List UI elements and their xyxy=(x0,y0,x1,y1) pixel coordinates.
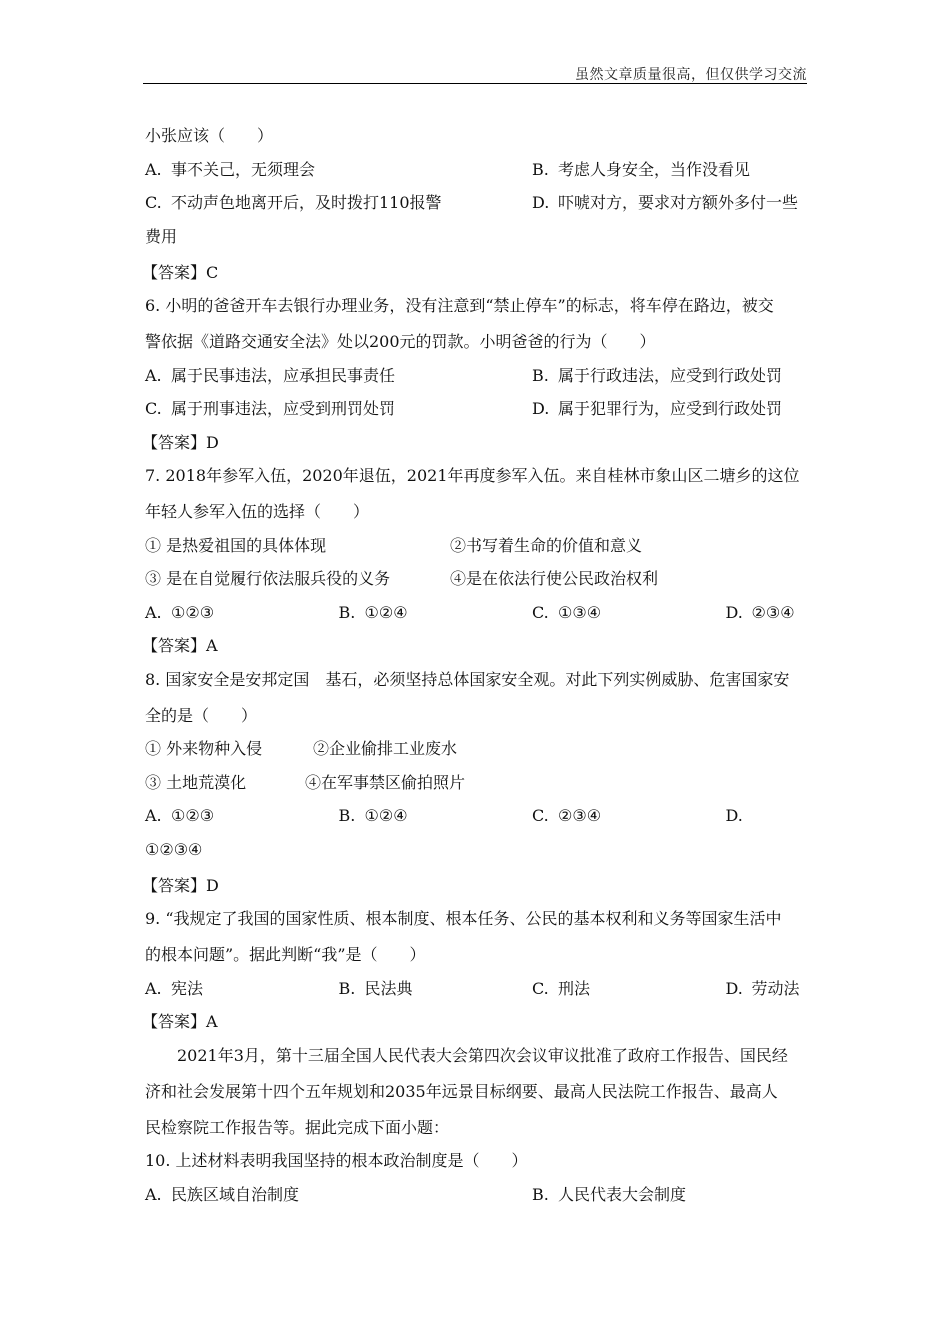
q5-option-d-continuation: 费用 xyxy=(145,226,178,246)
q7-statements-row-2 xyxy=(145,565,807,599)
q6-option-b: B. 属于行政违法，应受到行政处罚 xyxy=(532,365,783,385)
q7-option-c: C. ①③④ xyxy=(532,602,602,622)
q6-option-c: C. 属于刑事违法，应受到刑罚处罚 xyxy=(145,399,396,418)
q8-statement-3: ③ 土地荒漠化 xyxy=(145,772,247,792)
q8-option-d-continuation: ①②③④ xyxy=(145,839,203,859)
q10-option-b: B. 人民代表大会制度 xyxy=(532,1184,687,1204)
q6-option-d: D. 属于犯罪行为，应受到行政处罚 xyxy=(532,399,783,418)
q7-statements-row-1 xyxy=(145,532,807,566)
q8-option-b: B. ①②④ xyxy=(338,806,408,825)
page-header-watermark: 虽然文章质量很高，但仅供学习交流 xyxy=(575,67,807,83)
q8-statement-1: ① 外来物种入侵 xyxy=(145,739,263,758)
q8-stem-line-2: 全的是（ ） xyxy=(145,705,258,725)
q7-option-a: A. ①②③ xyxy=(145,602,215,622)
q5-option-c: C. 不动声色地离开后，及时拨打110报警 xyxy=(145,193,442,212)
q7-statement-2: ②书写着生命的价值和意义 xyxy=(450,535,643,555)
q8-statement-4: ④在军事禁区偷拍照片 xyxy=(305,772,466,792)
q8-option-a: A. ①②③ xyxy=(145,806,215,825)
q10-option-a: A. 民族区域自治制度 xyxy=(145,1184,300,1204)
material-line-3: 民检察院工作报告等。据此完成下面小题： xyxy=(145,1117,450,1137)
q5-stem-tail: 小张应该（ ） xyxy=(145,126,274,145)
q5-options-row-1 xyxy=(145,156,807,190)
q5-option-b: B. 考虑人身安全，当作没看见 xyxy=(532,159,751,179)
q5-option-a: A. 事不关己，无须理会 xyxy=(145,159,316,179)
q5-options-row-2 xyxy=(145,189,807,223)
q9-option-d: D. 劳动法 xyxy=(725,978,800,998)
q8-statements-row-1 xyxy=(145,735,807,769)
q9-stem-line-1: 9. “我规定了我国的国家性质、根本制度、根本任务、公民的基本权利和义务等国家生活中 xyxy=(145,909,782,928)
q7-option-d: D. ②③④ xyxy=(725,602,795,622)
q7-answer: 【答案】A xyxy=(142,636,218,655)
q6-option-a: A. 属于民事违法，应承担民事责任 xyxy=(145,365,396,385)
q8-option-d: D. xyxy=(725,806,743,825)
q8-answer: 【答案】D xyxy=(142,875,219,895)
q9-option-a: A. 宪法 xyxy=(145,978,204,998)
q7-option-b: B. ①②④ xyxy=(338,602,408,622)
q8-stem-line-1: 8. 国家安全是安邦定国 基石，必须坚持总体国家安全观。对此下列实例威胁、危害国家安 xyxy=(145,669,790,689)
q7-statement-3: ③ 是在自觉履行依法服兵役的义务 xyxy=(145,569,391,588)
q6-options-row-1 xyxy=(145,362,807,396)
q9-options-row xyxy=(145,975,807,1009)
q9-option-c: C. 刑法 xyxy=(532,978,591,998)
q9-stem-line-2: 的根本问题”。据此判断“我”是（ ） xyxy=(145,945,426,964)
q6-options-row-2 xyxy=(145,395,807,429)
document-body xyxy=(142,122,807,1214)
q8-option-c: C. ②③④ xyxy=(532,806,602,825)
q5-option-d: D. 吓唬对方，要求对方额外多付一些 xyxy=(532,193,799,212)
q7-stem-line-1: 7. 2018年参军入伍，2020年退伍，2021年再度参军入伍。来自桂林市象山区二塘乡的这位 xyxy=(145,466,800,485)
material-line-1: 2021年3月，第十三届全国人民代表大会第四次会议审议批准了政府工作报告、国民经 xyxy=(177,1045,788,1065)
q7-statement-4: ④是在依法行使公民政治权利 xyxy=(450,569,659,588)
header-divider xyxy=(143,83,807,84)
q8-statements-row-2 xyxy=(145,769,807,803)
q8-options-row xyxy=(145,802,807,836)
q5-answer: 【答案】C xyxy=(142,262,219,282)
q6-stem-line-1: 6. 小明的爸爸开车去银行办理业务，没有注意到“禁止停车”的标志，将车停在路边，被交 xyxy=(145,296,774,315)
q7-stem-line-2: 年轻人参军入伍的选择（ ） xyxy=(145,502,370,521)
q10-options-row-1 xyxy=(145,1181,807,1215)
q6-stem-line-2: 警依据《道路交通安全法》处以200元的罚款。小明爸爸的行为（ ） xyxy=(145,332,656,351)
q9-option-b: B. 民法典 xyxy=(338,978,413,998)
q7-statement-1: ① 是热爱祖国的具体体现 xyxy=(145,535,327,555)
q9-answer: 【答案】A xyxy=(142,1012,218,1031)
q7-options-row xyxy=(145,599,807,633)
q6-answer: 【答案】D xyxy=(142,432,219,452)
material-line-2: 济和社会发展第十四个五年规划和2035年远景目标纲要、最高人民法院工作报告、最高人 xyxy=(145,1081,778,1101)
q8-statement-2: ②企业偷排工业废水 xyxy=(313,739,458,758)
q10-stem: 10. 上述材料表明我国坚持的根本政治制度是（ ） xyxy=(145,1151,528,1170)
